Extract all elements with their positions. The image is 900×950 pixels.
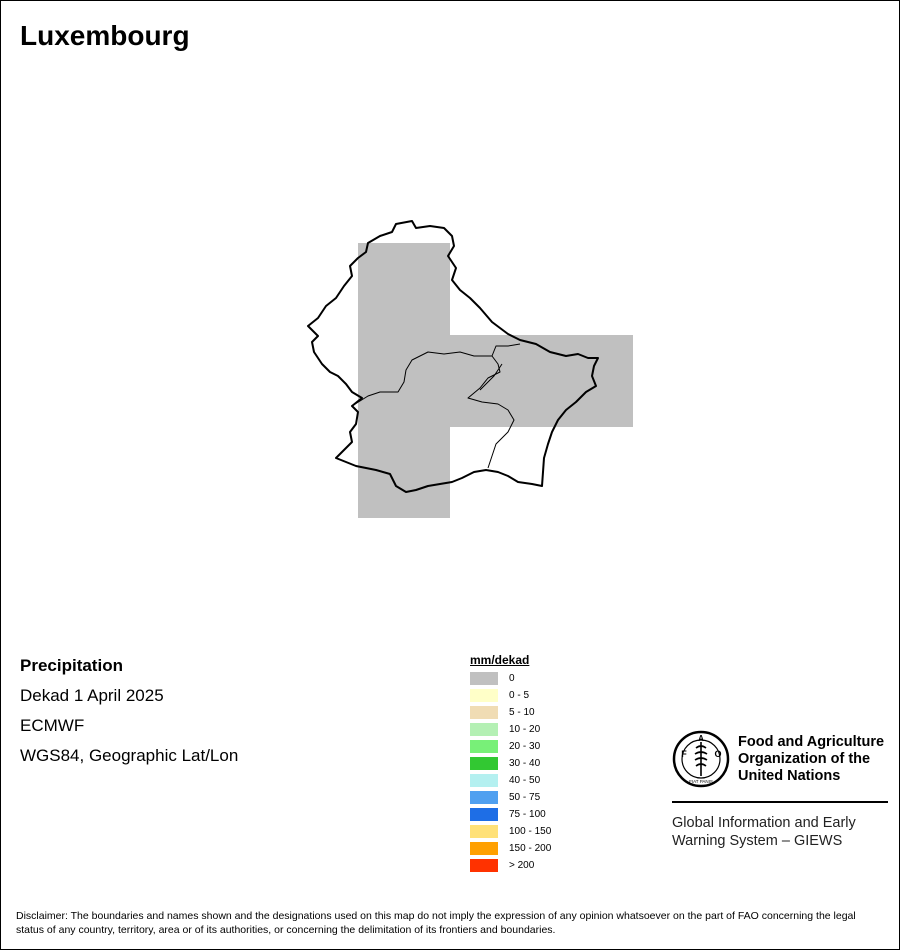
grid-cell xyxy=(542,335,633,427)
legend-swatch xyxy=(470,791,498,804)
grid-cell xyxy=(450,335,542,427)
legend-item xyxy=(470,670,551,687)
disclaimer: Disclaimer: The boundaries and names shown and the designations used on this map do not imply the expression of any opinion whatsoever on the part of FAO concerning the legal status of any country, territory, area or of its authorities, or concerning the delimitation of its frontiers and boundaries. xyxy=(16,910,856,936)
projection-label: WGS84, Geographic Lat/Lon xyxy=(20,746,239,765)
legend-item xyxy=(470,704,551,721)
model-label: ECMWF xyxy=(20,716,85,735)
legend-item xyxy=(470,823,551,840)
grid-cell xyxy=(358,243,450,335)
legend-swatch xyxy=(470,723,498,736)
legend-label: 20 - 30 xyxy=(509,741,541,752)
legend-item xyxy=(470,772,551,789)
legend-label: > 200 xyxy=(509,860,535,871)
legend-swatch xyxy=(470,842,498,855)
svg-text:O: O xyxy=(714,749,722,759)
legend-label: 100 - 150 xyxy=(509,826,552,837)
legend-item xyxy=(470,789,551,806)
product-name: Precipitation xyxy=(20,656,123,675)
legend-item xyxy=(470,738,551,755)
legend-title: mm/dekad xyxy=(470,653,530,667)
legend-swatch xyxy=(470,740,498,753)
precipitation-grid xyxy=(358,243,633,518)
legend-item xyxy=(470,721,551,738)
svg-text:A: A xyxy=(698,734,704,743)
legend-swatch xyxy=(470,774,498,787)
legend-swatch xyxy=(470,808,498,821)
org-name: Food and Agriculture Organization of the United Nations xyxy=(738,734,885,784)
legend-label: 150 - 200 xyxy=(509,843,552,854)
legend-label: 40 - 50 xyxy=(509,775,541,786)
legend-swatch xyxy=(470,689,498,702)
map-info xyxy=(20,656,238,776)
legend-swatch xyxy=(470,706,498,719)
legend-item xyxy=(470,857,551,874)
legend-label: 0 - 5 xyxy=(509,690,530,701)
legend-items xyxy=(470,670,551,874)
legend-swatch xyxy=(470,672,498,685)
period-label: Dekad 1 April 2025 xyxy=(20,686,164,705)
legend xyxy=(470,653,551,874)
legend-swatch xyxy=(470,757,498,770)
giews-name: Global Information and Early Warning System – GIEWS xyxy=(672,815,856,849)
legend-swatch xyxy=(470,825,498,838)
legend-label: 50 - 75 xyxy=(509,792,541,803)
grid-cell xyxy=(358,427,450,518)
legend-item xyxy=(470,806,551,823)
map-title: Luxembourg xyxy=(20,20,190,51)
legend-item xyxy=(470,755,551,772)
legend-label: 75 - 100 xyxy=(509,809,546,820)
legend-item xyxy=(470,687,551,704)
legend-label: 0 xyxy=(509,673,515,684)
legend-item xyxy=(470,840,551,857)
legend-label: 30 - 40 xyxy=(509,758,541,769)
legend-label: 5 - 10 xyxy=(509,707,535,718)
fao-emblem-icon xyxy=(672,730,730,788)
legend-label: 10 - 20 xyxy=(509,724,541,735)
svg-text:F: F xyxy=(681,749,687,759)
legend-swatch xyxy=(470,859,498,872)
fao-motto: FIAT PANIS xyxy=(689,779,713,784)
logo-divider xyxy=(672,801,888,803)
